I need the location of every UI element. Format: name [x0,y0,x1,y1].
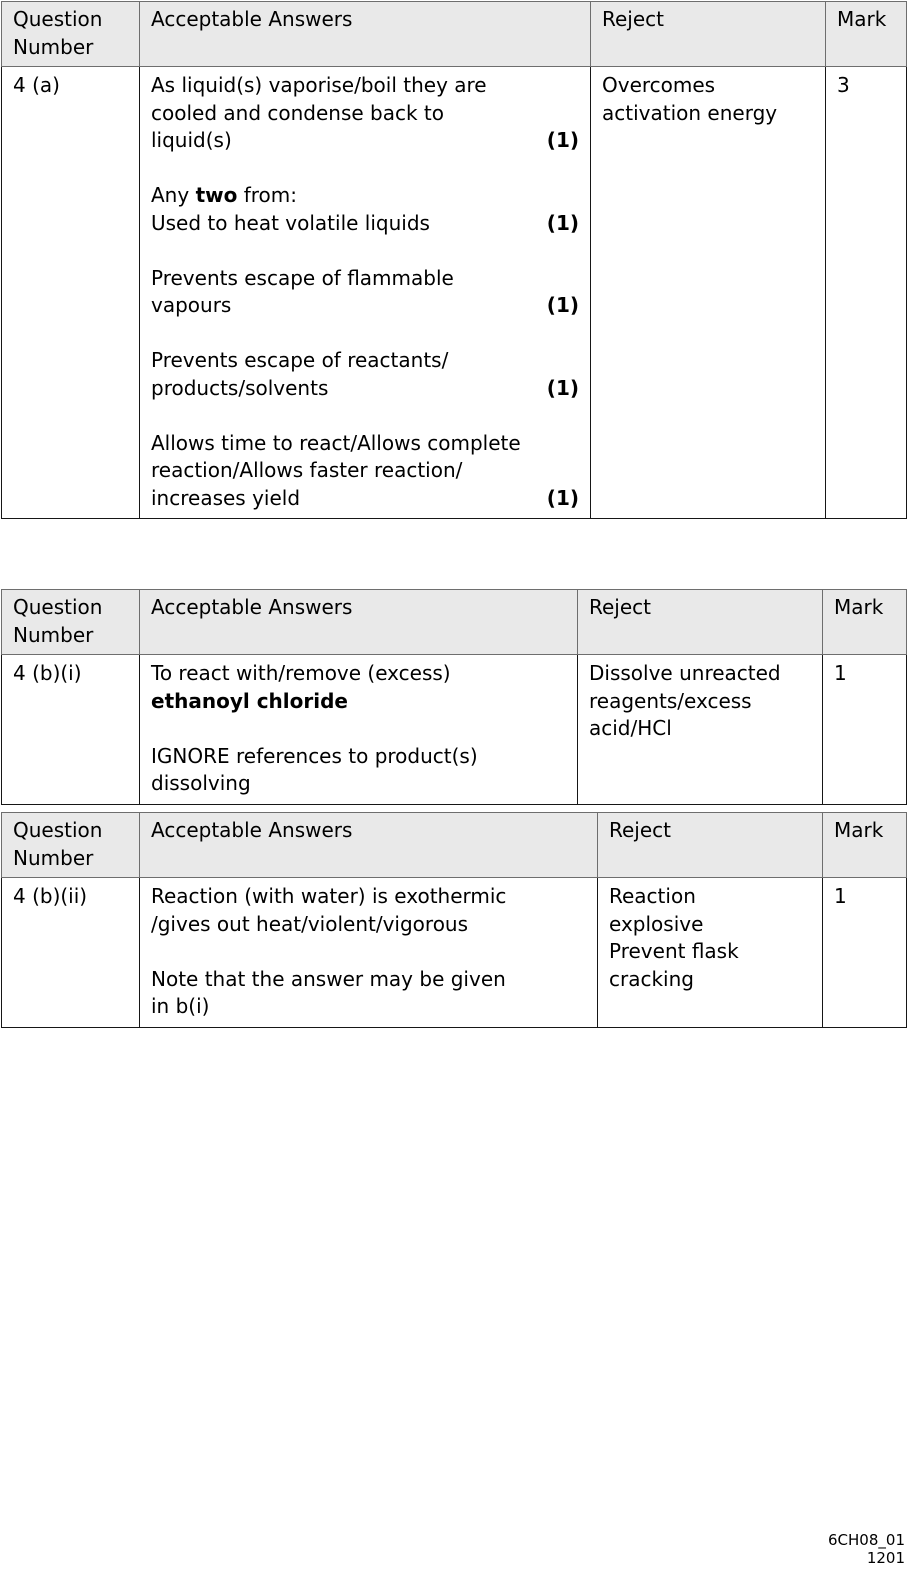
answer-line: As liquid(s) vaporise/boil they are [151,73,487,97]
header-question-number-line1: Question [13,595,103,619]
header-question-number-line2: Number [13,34,94,59]
answer-block [151,660,566,715]
answer-line-bold: ethanoyl chloride [151,688,348,713]
reject-line: explosive [609,911,704,936]
mark-points: (1) [546,375,579,400]
header-question-number-line2: Number [13,622,94,647]
answer-line: Prevents escape of flammable [151,265,454,290]
answer-block [151,883,586,938]
reject-line: Dissolve unreacted [589,661,781,685]
line-spacer [151,402,579,430]
header-reject: Reject [598,813,823,878]
line-spacer [151,237,579,265]
cell-question-number: 4 (b)(i) [2,655,140,805]
line-spacer [151,938,586,966]
answer-line: Any two from: [151,183,297,207]
answer-line-text: products/solvents [151,375,329,400]
header-reject: Reject [591,2,826,67]
header-question-number-line2: Number [13,845,94,870]
mark-points: (1) [546,485,579,510]
answer-line [151,485,579,513]
reject-line: Overcomes [602,73,716,97]
answer-line: Note that the answer may be given [151,966,506,991]
cell-reject [598,878,823,1028]
cell-question-number: 4 (a) [2,67,140,519]
answer-line [151,292,579,320]
answer-line: Reaction (with water) is exothermic [151,884,507,908]
answer-line-text: liquid(s) [151,128,232,152]
answer-line [151,375,579,403]
footer-paper-ref: 1201 [866,1549,905,1567]
answer-line: cooled and condense back to [151,100,444,125]
page-footer [828,1531,905,1567]
footer-paper-code: 6CH08_01 [828,1531,905,1549]
mark-points: (1) [546,128,579,152]
answer-block [151,430,579,513]
cell-mark: 1 [823,878,907,1028]
answer-block [151,743,566,798]
reject-line: acid/HCl [589,716,672,740]
answer-block [151,347,579,402]
line-spacer [151,715,566,743]
header-acceptable-answers: Acceptable Answers [140,813,598,878]
answer-line: Allows time to react/Allows complete [151,430,521,455]
answer-line: To react with/remove (excess) [151,661,451,685]
reject-line: activation energy [602,100,778,125]
header-question-number [2,590,140,655]
answer-line: /gives out heat/violent/vigorous [151,911,469,936]
answer-line: in b(i) [151,994,210,1018]
cell-question-number: 4 (b)(ii) [2,878,140,1028]
reject-line: Prevent flask [609,939,739,963]
reject-line: Reaction [609,884,696,908]
cell-reject [578,655,823,805]
mark-points: (1) [546,293,579,317]
header-acceptable-answers: Acceptable Answers [140,2,591,67]
table-header-row [2,2,907,67]
header-acceptable-answers: Acceptable Answers [140,590,578,655]
reject-line: cracking [609,966,694,991]
answer-block [151,265,579,320]
header-mark: Mark [823,590,907,655]
mark-scheme-table-4a [1,1,907,519]
mark-scheme-table-4bi [1,589,907,805]
answer-block [151,72,579,155]
answer-line: dissolving [151,771,251,795]
header-mark: Mark [826,2,907,67]
header-question-number-line1: Question [13,7,103,31]
cell-mark: 1 [823,655,907,805]
emphasis-word: two [195,183,238,207]
table-row [2,655,907,805]
line-spacer [151,155,579,183]
answer-block [151,182,579,237]
header-reject: Reject [578,590,823,655]
answer-line-text: vapours [151,293,232,317]
answer-line: reaction/Allows faster reaction/ [151,458,463,482]
answer-line [151,127,579,155]
answer-block [151,966,586,1021]
table-row [2,67,907,519]
mark-points: (1) [546,210,579,235]
answer-line: IGNORE references to product(s) [151,743,478,768]
header-question-number-line1: Question [13,818,103,842]
reject-line: reagents/excess [589,688,752,713]
cell-mark: 3 [826,67,907,519]
cell-reject [591,67,826,519]
table-header-row [2,590,907,655]
table-row [2,878,907,1028]
header-mark: Mark [823,813,907,878]
answer-line: Prevents escape of reactants/ [151,348,449,372]
header-question-number [2,813,140,878]
mark-scheme-table-4bii [1,812,907,1028]
line-spacer [151,320,579,348]
cell-acceptable-answers [140,655,578,805]
answer-line-text: Used to heat volatile liquids [151,210,430,235]
answer-line-text: increases yield [151,485,301,510]
answer-line [151,210,579,238]
cell-acceptable-answers [140,67,591,519]
header-question-number [2,2,140,67]
cell-acceptable-answers [140,878,598,1028]
table-header-row [2,813,907,878]
